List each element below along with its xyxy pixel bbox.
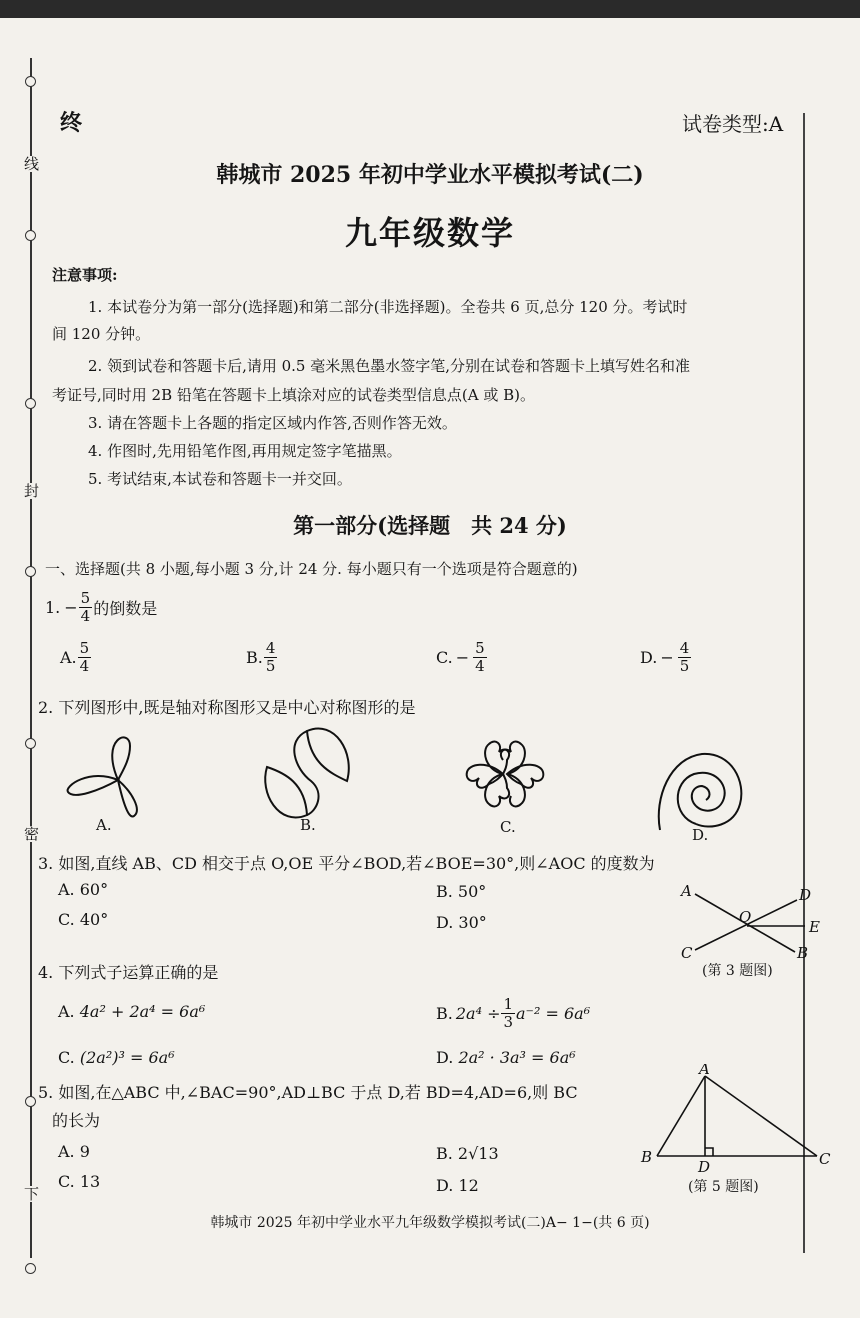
q2-label-a: A. xyxy=(96,816,112,834)
q5-option-c[interactable]: C. 13 xyxy=(58,1172,101,1191)
option-expr-pre: 2a⁴ ÷ xyxy=(455,1004,501,1023)
frac-den: 5 xyxy=(265,657,276,675)
q1-option-label: C. xyxy=(436,648,453,667)
point-label: C xyxy=(819,1150,831,1168)
binding-circle xyxy=(25,398,36,409)
notice-item: 考证号,同时用 2B 铅笔在答题卡上填涂对应的试卷类型信息点(A 或 B)。 xyxy=(52,386,535,404)
q4-option-c[interactable] xyxy=(58,1048,175,1067)
petal xyxy=(68,776,118,795)
q3-figure xyxy=(675,880,825,960)
header-left-mark: 终 xyxy=(60,110,83,136)
frac-num: 4 xyxy=(679,639,690,657)
q5-figure xyxy=(635,1064,835,1174)
option-expr: 2a² · 3a³ = 6a⁶ xyxy=(458,1048,576,1067)
q3-option-a[interactable]: A. 60° xyxy=(58,880,109,899)
exam-page xyxy=(0,18,860,1318)
q3-option-b[interactable]: B. 50° xyxy=(436,882,487,901)
option-label: C. xyxy=(58,1048,75,1067)
petal xyxy=(112,737,130,780)
q1-fraction-den: 4 xyxy=(80,607,91,625)
q1-option-label: D. xyxy=(640,648,658,667)
notice-item: 5. 考试结束,本试卷和答题卡一并交回。 xyxy=(88,470,352,488)
page-footer: 韩城市 2025 年初中学业水平九年级数学模拟考试(二)A− 1−(共 6 页) xyxy=(210,1215,650,1231)
notice-heading: 注意事项: xyxy=(52,266,118,284)
frac-den: 4 xyxy=(79,657,90,675)
q1-option-fraction xyxy=(264,640,278,675)
q4-option-d[interactable] xyxy=(436,1048,576,1067)
binding-secret-char: 密 xyxy=(24,825,40,843)
paper-type: 试卷类型:A xyxy=(682,112,784,136)
binding-circle xyxy=(25,76,36,87)
binding-seal-char: 封 xyxy=(24,482,40,500)
q1-option-label: A. xyxy=(60,648,77,667)
side-ac xyxy=(705,1076,817,1156)
notice-item: 2. 领到试卷和答题卡后,请用 0.5 毫米黑色墨水签字笔,分别在试卷和答题卡上填写姓名和准 xyxy=(88,357,691,375)
option-expr: (2a²)³ = 6a⁶ xyxy=(79,1048,175,1067)
notice-item: 1. 本试卷分为第一部分(选择题)和第二部分(非选择题)。全卷共 6 页,总分 120 分。考试时 xyxy=(88,298,688,316)
question-4: 4. 下列式子运算正确的是 xyxy=(38,963,219,982)
option-label: A. xyxy=(58,1002,75,1021)
q1-number: 1. xyxy=(45,598,61,617)
option-fraction xyxy=(501,996,515,1031)
question-3: 3. 如图,直线 AB、CD 相交于点 O,OE 平分∠BOD,若∠BOE=30°,则∠AOC 的度数为 xyxy=(38,854,655,873)
frac-num: 5 xyxy=(475,639,485,657)
binding-circle xyxy=(25,738,36,749)
q5-option-a[interactable]: A. 9 xyxy=(58,1142,90,1161)
q1-option-b[interactable] xyxy=(246,640,278,675)
part1-heading: 第一部分(选择题 共 24 分) xyxy=(293,513,567,538)
binding-circle xyxy=(25,566,36,577)
point-label: A xyxy=(699,1064,710,1078)
q3-option-c[interactable]: C. 40° xyxy=(58,910,109,929)
point-label: B xyxy=(641,1148,653,1166)
option-expr: 4a² + 2a⁴ = 6a⁶ xyxy=(79,1002,206,1021)
q1-option-a[interactable] xyxy=(60,640,92,675)
q1-option-fraction xyxy=(473,640,487,675)
q2-figure-b[interactable] xyxy=(255,723,365,823)
q2-figure-a[interactable] xyxy=(60,728,170,823)
q3-caption: (第 3 题图) xyxy=(702,963,773,979)
notice-item: 3. 请在答题卡上各题的指定区域内作答,否则作答无效。 xyxy=(88,414,457,432)
notice-item: 间 120 分钟。 xyxy=(52,325,151,343)
subject-title: 九年级数学 xyxy=(344,214,515,252)
question-5-line2: 的长为 xyxy=(52,1111,101,1130)
q1-minus: − xyxy=(64,598,78,617)
q5-option-d[interactable]: D. 12 xyxy=(436,1176,479,1195)
option-label: D. xyxy=(436,1048,454,1067)
frac-den: 4 xyxy=(475,657,485,675)
q4-option-b[interactable] xyxy=(436,996,590,1031)
q1-option-d[interactable] xyxy=(640,640,692,675)
frac-num: 5 xyxy=(79,639,90,657)
petal xyxy=(118,780,137,816)
question-2: 2. 下列图形中,既是轴对称图形又是中心对称图形的是 xyxy=(38,698,416,717)
question-1 xyxy=(45,590,157,625)
frac-num: 4 xyxy=(265,639,276,657)
point-label: O xyxy=(739,908,752,926)
q5-option-b[interactable]: B. 2√13 xyxy=(436,1144,499,1163)
frac-den: 5 xyxy=(679,657,690,675)
section-instructions: 一、选择题(共 8 小题,每小题 3 分,计 24 分. 每小题只有一个选项是符合题意的) xyxy=(45,560,578,578)
frac-den: 3 xyxy=(503,1013,514,1031)
point-label: B xyxy=(797,944,809,960)
q2-figure-d[interactable] xyxy=(650,738,750,838)
binding-circle xyxy=(25,1263,36,1274)
q2-label-b: B. xyxy=(300,816,316,834)
q1-option-fraction xyxy=(78,640,92,675)
q1-stem-tail: 的倒数是 xyxy=(93,599,158,618)
binding-bottom-char: 下 xyxy=(24,1185,40,1203)
point-label: E xyxy=(809,918,820,936)
q1-option-sign: − xyxy=(455,648,470,667)
point-label: D xyxy=(698,1158,711,1174)
binding-circle xyxy=(25,1096,36,1107)
q4-option-a[interactable] xyxy=(58,1002,205,1021)
q1-fraction-num: 5 xyxy=(80,589,91,607)
q3-option-d[interactable]: D. 30° xyxy=(436,913,487,932)
option-expr-post: a⁻² = 6a⁶ xyxy=(516,1004,591,1023)
side-ab xyxy=(657,1076,705,1156)
q5-caption: (第 5 题图) xyxy=(688,1179,759,1195)
question-5-line1: 5. 如图,在△ABC 中,∠BAC=90°,AD⊥BC 于点 D,若 BD=4,AD=6,则 BC xyxy=(38,1083,578,1102)
q1-option-label: B. xyxy=(246,648,263,667)
q1-option-sign: − xyxy=(660,648,674,667)
q2-label-c: C. xyxy=(500,818,516,836)
notice-item: 4. 作图时,先用铅笔作图,再用规定签字笔描黑。 xyxy=(88,442,402,460)
q1-option-c[interactable] xyxy=(436,640,488,675)
q2-label-d: D. xyxy=(692,826,709,844)
frac-num: 1 xyxy=(503,995,514,1013)
binding-line-char: 线 xyxy=(24,155,40,173)
point-label: A xyxy=(681,882,692,900)
point-label: D xyxy=(799,886,812,904)
q1-option-fraction xyxy=(678,640,692,675)
exam-title: 韩城市 2025 年初中学业水平模拟考试(二) xyxy=(216,162,644,188)
right-angle-mark xyxy=(705,1148,713,1156)
point-label: C xyxy=(681,944,693,960)
option-label: B. xyxy=(436,1004,453,1023)
q2-figure-c[interactable] xyxy=(455,730,555,818)
q1-fraction xyxy=(79,590,93,625)
